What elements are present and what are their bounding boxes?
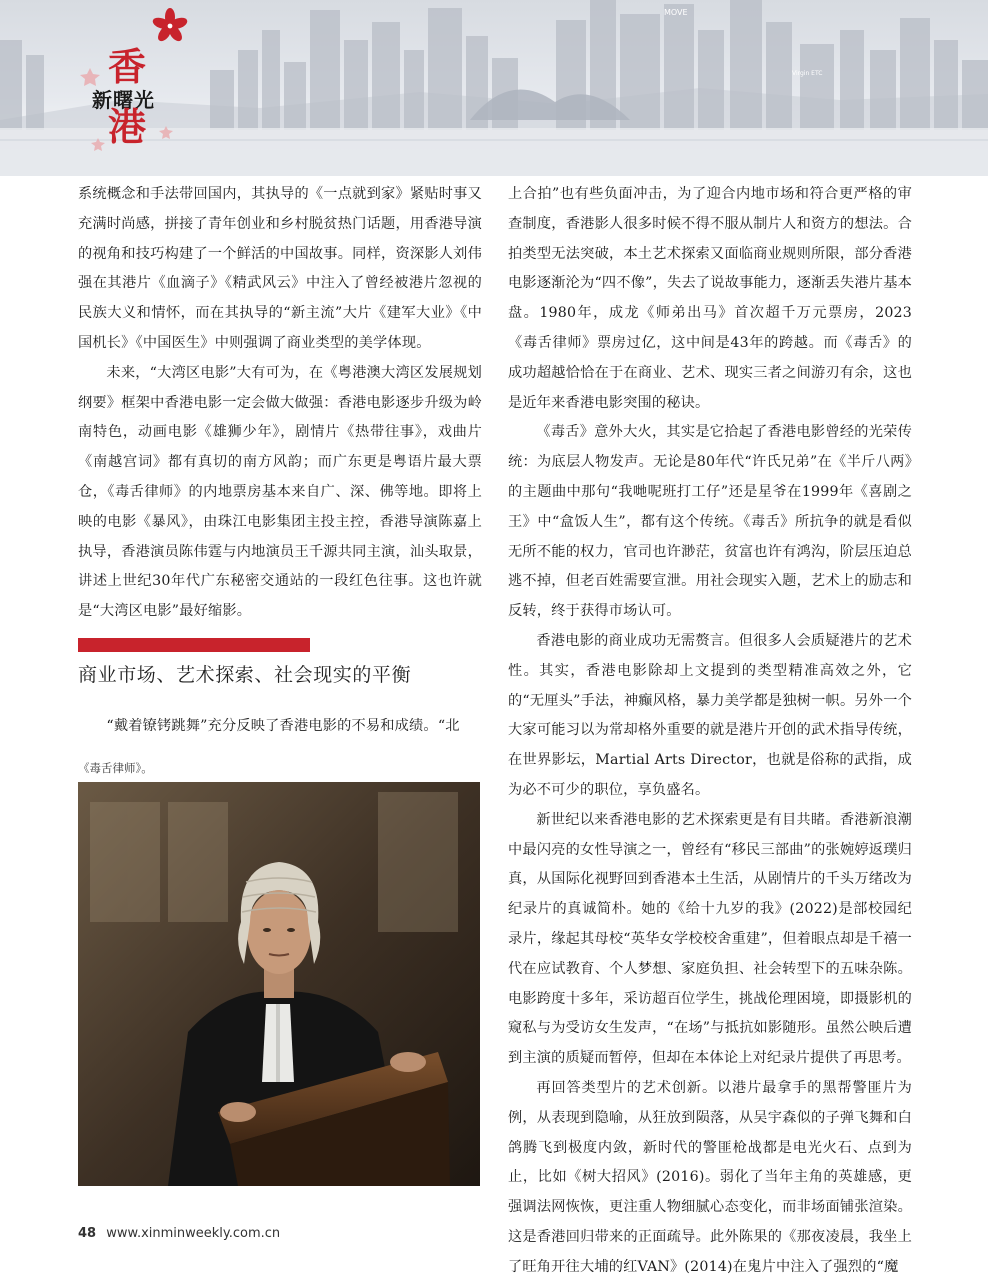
body-paragraph: 未来，“大湾区电影”大有可为，在《粤港澳大湾区发展规划纲要》框架中香港电影一定会做大做强：香港电影逐步升级为岭南特色，动画电影《雄狮少年》，剧情片《热带往事》，戏曲片《南越宫词》都有真切的南方风韵；而广东更是粤语片最大票仓，《毒舌律师》的内地票房基本来自广、深、佛等地。即将上映的电影《暴风》，由珠江电影集团主投主控，香港导演陈嘉上执导，香港演员陈伟霆与内地演员王千源共同主演，汕头取景，讲述上世纪30年代广东秘密交通站的一段红色往事。这也许就是“大湾区电影”最好缩影。 — [78, 364, 482, 620]
skyline-sign: MOVE — [664, 8, 688, 17]
header-banner — [0, 0, 988, 176]
logo-character: 港 — [108, 104, 147, 149]
body-paragraph: 新世纪以来香港电影的艺术探索更是有目共睹。香港新浪潮中最闪亮的女性导演之一，曾经有“移民三部曲”的张婉婷返璞归真，从国际化视野回到香港本土生活，从剧情片的千头万绪改为纪录片的真诚简朴。她的《给十九岁的我》(2022)是部校园纪录片，缘起其母校“英华女学校校舍重建”，但着眼点却是千禧一代在应试教育、个人梦想、家庭负担、社会转型下的五味杂陈。电影跨度十多年，采访超百位学生，挑战伦理困境，即摄影机的窥私与为受访女生发声，“在场”与抵抗如影随形。虽然公映后遭到主演的质疑而暂停，但却在本体论上对纪录片提供了再思考。 — [508, 811, 912, 1067]
body-paragraph: 《毒舌》意外大火，其实是它拾起了香港电影曾经的光荣传统：为底层人物发声。无论是80年代“许氏兄弟”在《半斤八两》的主题曲中那句“我哋呢班打工仔”还是星爷在1999年《喜剧之王》中“盒饭人生”，都有这个传统。《毒舌》所抗争的就是看似无所不能的权力，官司也许渺茫，贫富也许有鸿沟，阶层压迫总逃不掉，但老百姓需要宣泄。用社会现实入题，艺术上的励志和反转，终于获得市场认可。 — [508, 424, 912, 620]
logo-subtitle: 新曙光 — [92, 88, 155, 112]
column-logo — [78, 8, 198, 158]
barrister-in-courtroom-image — [78, 782, 480, 1186]
left-column — [78, 180, 482, 627]
photo-caption: 《毒舌律师》。 — [78, 761, 153, 775]
body-paragraph: 上合拍”也有些负面冲击，为了迎合内地市场和符合更严格的审查制度，香港影人很多时候不得不服从制片人和资方的想法。合拍类型无法突破，本土艺术探索又面临商业规则所限，部分香港电影逐渐沦为“四不像”，失去了说故事能力，逐渐丢失港片基本盘。1980年，成龙《师弟出马》首次超千万元票房，2023《毒舌律师》票房过亿，这中间是43年的跨越。而《毒舌》的成功超越恰恰在于在商业、艺术、现实三者之间游刃有余，这也是近年来香港电影突围的秘诀。 — [508, 186, 912, 411]
page-footer — [78, 1226, 280, 1241]
page-number: 48 — [78, 1226, 97, 1241]
section-accent-bar — [78, 638, 310, 652]
body-paragraph: 再回答类型片的艺术创新。以港片最拿手的黑帮警匪片为例，从表现到隐喻，从狂放到陨落，从吴宇森似的子弹飞舞和白鸽腾飞到极度内敛，新时代的警匪枪战都是电光火石、点到为止，比如《树大招风》(2016)。弱化了当年主角的英雄感，更强调法网恢恢，更注重人物细腻心态变化，而非场面铺张渲染。这是香港回归带来的正面疏导。此外陈果的《那夜凌晨，我坐上了旺角开往大埔的红VAN》(2014)在鬼片中注入了强烈的“魔 — [508, 1079, 912, 1275]
website-url: www.xinminweekly.com.cn — [106, 1226, 281, 1241]
section-heading: 商业市场、艺术探索、社会现实的平衡 — [78, 664, 412, 686]
body-paragraph: 系统概念和手法带回国内，其执导的《一点就到家》紧贴时事又充满时尚感，拼接了青年创业和乡村脱贫热门话题，用香港导演的视角和技巧构建了一个鲜活的中国故事。同样，资深影人刘伟强在其港片《血滴子》《精武风云》中注入了曾经被港片忽视的民族大义和情怀，而在其执导的“新主流”大片《建军大业》《中国机长》《中国医生》中则强调了商业类型的美学体现。 — [78, 186, 482, 351]
body-paragraph: 香港电影的商业成功无需赘言。但很多人会质疑港片的艺术性。其实，香港电影除却上文提到的类型精准高效之外，它的“无厘头”手法，神癫风格，暴力美学都是独树一帜。另外一个大家可能习以为常却格外重要的就是港片开创的武术指导传统，在世界影坛，Martial Arts Director，也就是俗称的武指，成为必不可少的职位，享负盛名。 — [508, 632, 912, 798]
lead-paragraph: “戴着镣铐跳舞”充分反映了香港电影的不易和成绩。“北 — [106, 718, 460, 734]
logo-character: 香 — [108, 44, 147, 89]
film-still-photo — [78, 782, 480, 1186]
right-column — [508, 180, 912, 1280]
skyline-sign: Virgin ETC — [792, 70, 823, 77]
